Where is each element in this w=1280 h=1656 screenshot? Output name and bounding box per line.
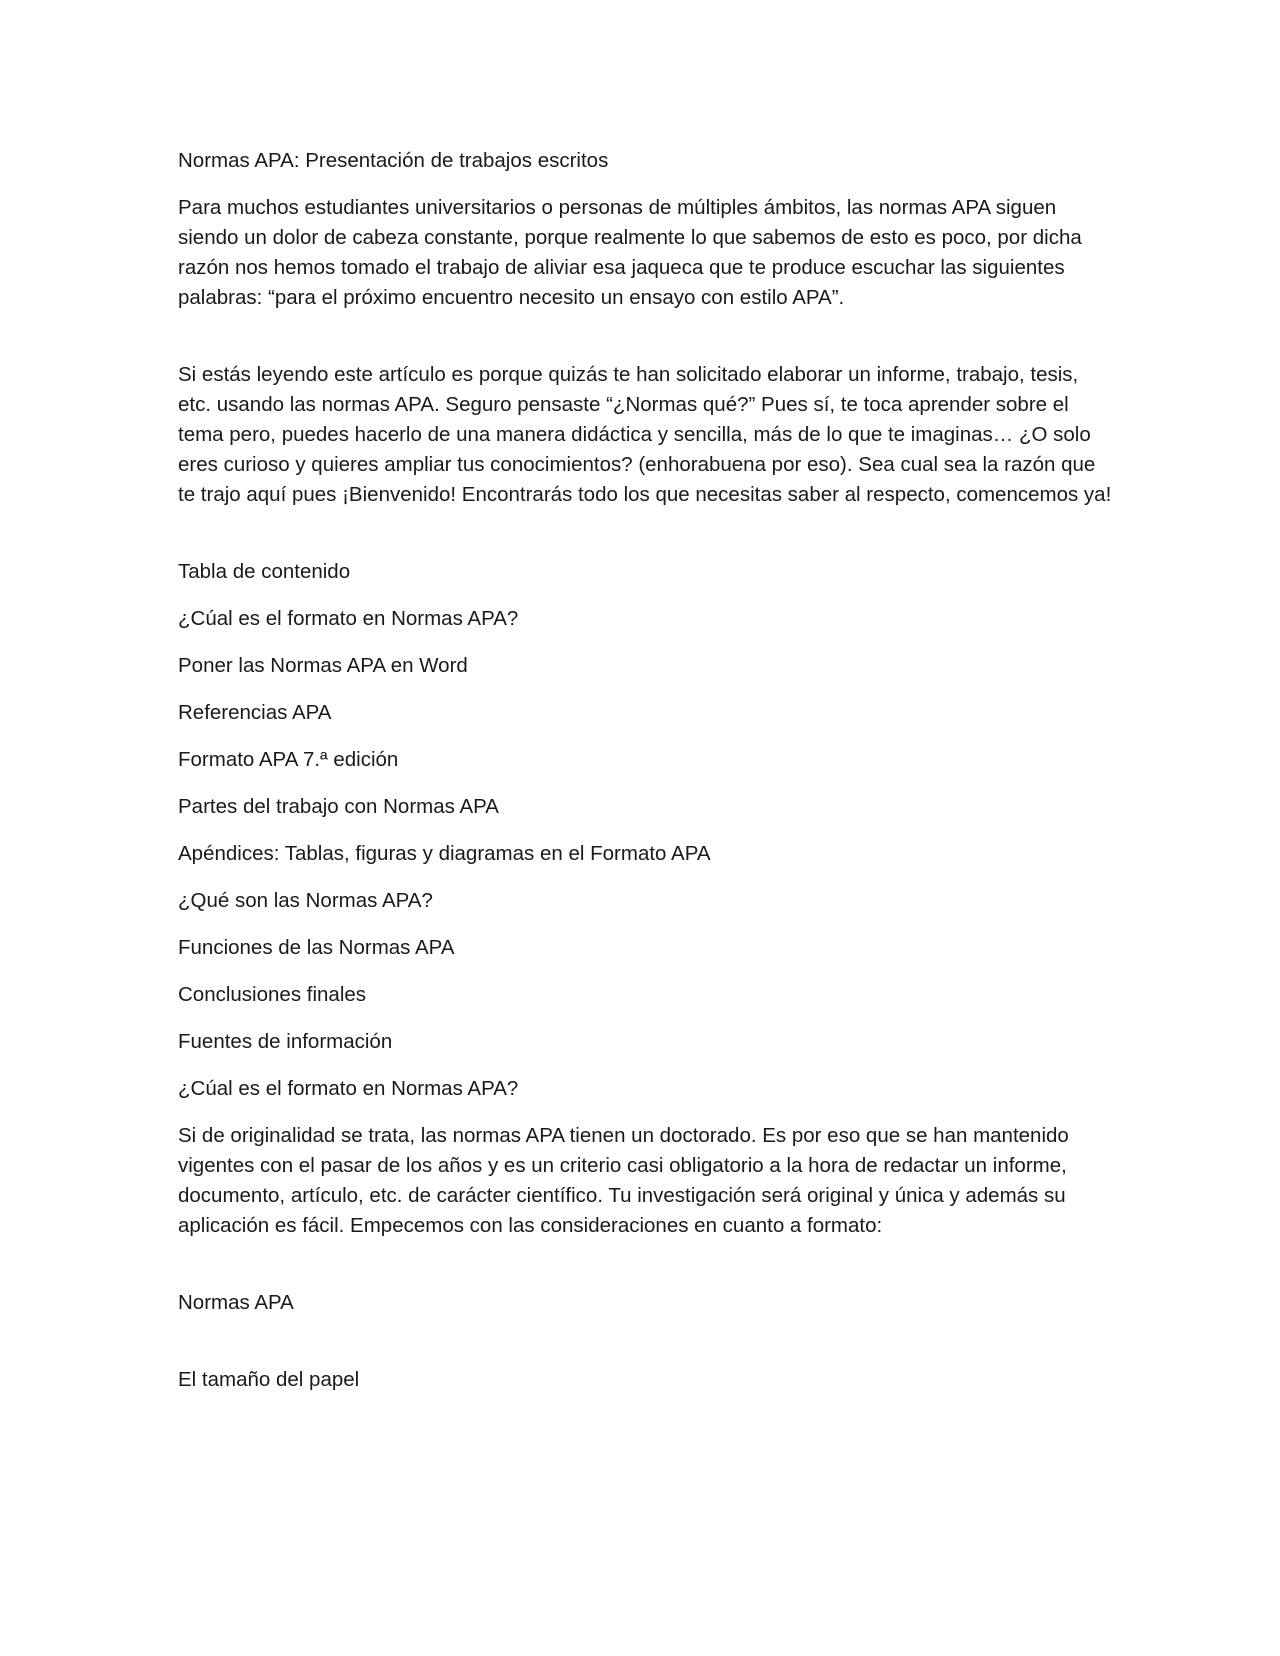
toc-item: Partes del trabajo con Normas APA — [178, 795, 499, 818]
toc-heading: Tabla de contenido — [178, 560, 351, 583]
subheading-normas-apa: Normas APA — [178, 1291, 294, 1314]
toc-item: Fuentes de información — [178, 1030, 393, 1053]
toc-item: Apéndices: Tablas, figuras y diagramas en el Formato APA — [178, 842, 711, 865]
blank-line — [178, 330, 1113, 360]
toc-item: Conclusiones finales — [178, 983, 367, 1006]
toc-item: Referencias APA — [178, 701, 332, 724]
document-title: Normas APA: Presentación de trabajos escritos — [178, 149, 609, 172]
toc-item: ¿Cúal es el formato en Normas APA? — [178, 607, 519, 630]
section-heading: ¿Cúal es el formato en Normas APA? — [178, 1077, 519, 1100]
toc-item: Funciones de las Normas APA — [178, 936, 455, 959]
intro-paragraph-2: Si estás leyendo este artículo es porque quizás te han solicitado elaborar un informe, trabajo, tesis, etc. usando las normas APA. Seguro pensaste “¿Normas qué?” Pues sí, te toca aprender sobre el tema pero, puedes hacerlo de una manera didáctica y sencilla, más de lo que te imaginas… ¿O solo eres curioso y quieres ampliar tus conocimientos? (enhorabuena por eso). Sea cual sea la razón que te trajo aquí pues ¡Bienvenido! Encontrarás todo los que necesitas saber al respecto, comencemos ya! — [178, 363, 1112, 506]
blank-line — [178, 1335, 1113, 1365]
blank-line — [178, 1258, 1113, 1288]
document-body — [178, 146, 1113, 1412]
toc-item: ¿Qué son las Normas APA? — [178, 889, 433, 912]
section-paragraph: Si de originalidad se trata, las normas APA tienen un doctorado. Es por eso que se han mantenido vigentes con el pasar de los años y es un criterio casi obligatorio a la hora de redactar un informe, documento, artículo, etc. de carácter científico. Tu investigación será original y única y además su aplicación es fácil. Empecemos con las consideraciones en cuanto a formato: — [178, 1124, 1069, 1237]
toc-item: Poner las Normas APA en Word — [178, 654, 468, 677]
toc-item: Formato APA 7.ª edición — [178, 748, 399, 771]
blank-line — [178, 527, 1113, 557]
intro-paragraph-1: Para muchos estudiantes universitarios o personas de múltiples ámbitos, las normas APA siguen siendo un dolor de cabeza constante, porque realmente lo que sabemos de esto es poco, por dicha razón nos hemos tomado el trabajo de aliviar esa jaqueca que te produce escuchar las siguientes palabras: “para el próximo encuentro necesito un ensayo con estilo APA”. — [178, 196, 1082, 309]
subheading-paper-size: El tamaño del papel — [178, 1368, 360, 1391]
